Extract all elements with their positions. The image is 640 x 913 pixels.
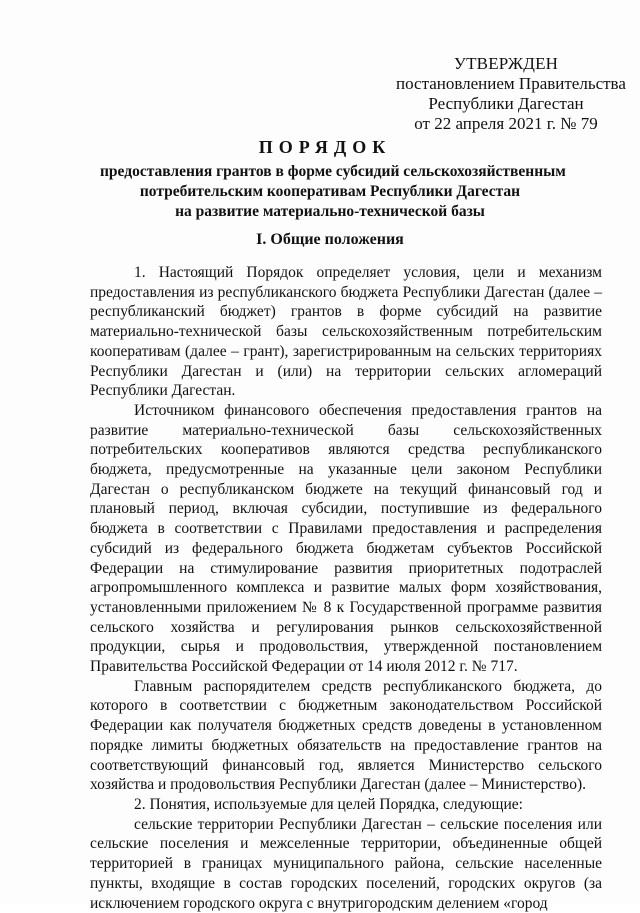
paragraph-3: Главным распорядителем средств республиканского бюджета, до которого в соответствии с бюджетным законодательством Российской Федерации как получателя бюджетных средств доведены в установленном порядке лимиты бюджетных обязательств на предоставление грантов на соответствующий финансовый год, является Министерство сельского хозяйства и продовольствия Республики Дагестан (далее – Министерство). — [90, 677, 602, 794]
document-title: ПОРЯДОК — [258, 137, 392, 157]
approval-line-3: от 22 апреля 2021 г. № 79 — [414, 114, 598, 133]
paragraph-1: 1. Настоящий Порядок определяет условия, цели и механизм предоставления из республиканского бюджета Республики Дагестан (далее – республиканский бюджет) грантов в форме субсидий на развитие материально-технической базы сельскохозяйственным потребительским кооперативам (далее – грант), зарегистрированным на сельских территориях Республики Дагестан и (или) на территории сельских агломераций Республики Дагестан. — [90, 264, 602, 400]
subtitle-line-3: на развитие материально-технической базы — [175, 203, 485, 220]
approval-title: УТВЕРЖДЕН — [453, 54, 559, 73]
paragraph-4: 2. Понятия, используемые для целей Порядка, следующие: — [134, 795, 523, 813]
subtitle-line-1: предоставления грантов в форме субсидий сельскохозяйственным — [100, 163, 566, 180]
section-heading: I. Общие положения — [256, 231, 404, 248]
approval-line-2: Республики Дагестан — [428, 94, 584, 113]
document-body — [90, 263, 602, 913]
subtitle-line-2: потребительским кооперативам Республики Дагестан — [139, 183, 521, 200]
paragraph-2: Источником финансового обеспечения предоставления грантов на развитие материально-технической базы сельскохозяйственных потребительских кооперативов являются средства республиканского бюджета, предусмотренные на указанные цели законом Республики Дагестан о республиканском бюджете на текущий финансовый год и плановый период, включая субсидии, поступившие из федерального бюджета в соответствии с Правилами предоставления и распределения субсидий из федерального бюджета бюджетам субъектов Российской Федерации на стимулирование развития приоритетных подотраслей агропромышленного комплекса и развитие малых форм хозяйствования, установленными приложением № 8 к Государственной программе развития сельского хозяйства и регулирования рынков сельскохозяйственной продукции, сырья и продовольствия, утвержденной постановлением Правительства Российской Федерации от 14 июля 2012 г. № 717. — [90, 401, 602, 676]
approval-stamp — [396, 54, 626, 134]
paragraph-5: сельские территории Республики Дагестан – сельские поселения или сельские поселения и межселенные территории, объединенные общей территорией в границах муниципального района, сельские населенные пункты, входящие в состав городских поселений, городских округов (за исключением городского округа с внутригородским делением «город — [90, 815, 602, 912]
document-subtitle — [100, 162, 566, 222]
approval-line-1: постановлением Правительства — [396, 74, 626, 93]
